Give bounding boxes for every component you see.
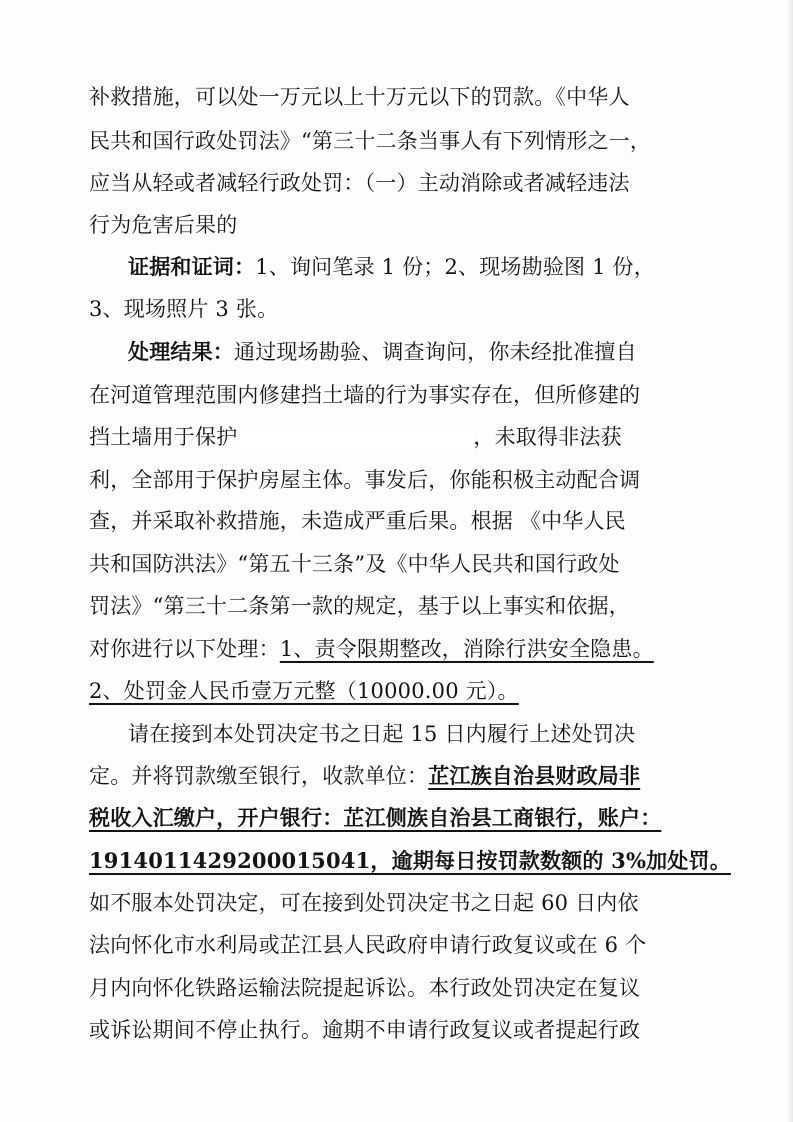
evidence-heading: 证据和证词： (128, 254, 256, 279)
text-segment: 挡土墙用于保护 (89, 425, 238, 449)
text-line: 月内向怀化铁路运输法院提起诉讼。本行政处罚决定在复议 (89, 976, 641, 1000)
text-line: 如不服本处罚决定，可在接到处罚决定书之日起 60 日内依 (89, 891, 639, 915)
text-line: 在河道管理范围内修建挡土墙的行为事实存在，但所修建的 (89, 383, 641, 407)
text-segment: 对你进行以下处理： (89, 637, 280, 661)
text-line: 法向怀化市水利局或芷江县人民政府申请行政复议或在 6 个 (89, 933, 647, 957)
text-line: 行为危害后果的 (89, 213, 238, 237)
evidence-line (128, 252, 655, 282)
text-line: 请在接到本处罚决定书之日起 15 日内履行上述处罚决 (128, 722, 636, 746)
bank-line: 税收入汇缴户，开户银行：芷江侧族自治县工商银行，账户： (89, 805, 662, 830)
account-line: 1914011429200015041，逾期每日按罚款数额的 3%加处罚。 (89, 848, 731, 873)
evidence-text: 1、询问笔录 1 份；2、现场勘验图 1 份， (255, 255, 655, 279)
treatment-line (89, 634, 654, 664)
text-line: 民共和国行政处罚法》“第三十二条当事人有下列情形之一， (89, 129, 652, 153)
payee-name: 芷江族自治县财政局非 (428, 763, 641, 788)
text-segment: ，未取得非法获 (473, 425, 622, 449)
text-line-redacted (89, 422, 622, 452)
text-line: 应当从轻或者减轻行政处罚：（一）主动消除或者减轻违法 (89, 171, 630, 195)
text-segment: 定。并将罚款缴至银行，收款单位： (89, 764, 429, 788)
payee-line (89, 761, 640, 791)
result-line (128, 337, 637, 367)
redaction-block (237, 428, 473, 450)
text-line: 或诉讼期间不停止执行。逾期不申请行政复议或者提起行政 (89, 1018, 641, 1042)
result-text: 通过现场勘验、调查询问，你未经批准擅自 (234, 340, 637, 364)
text-line: 查，并采取补救措施，未造成严重后果。根据 《中华人民 (89, 509, 626, 533)
text-line: 罚法》“第三十二条第一款的规定，基于以上事实和依据， (89, 594, 630, 618)
text-line: 共和国防洪法》“第五十三条”及《中华人民共和国行政处 (89, 552, 620, 576)
penalty-line: 2、处罚金人民币壹万元整（10000.00 元）。 (89, 679, 519, 703)
text-line: 3、现场照片 3 张。 (89, 297, 279, 321)
underlined-text: 1、责令限期整改，消除行洪安全隐患。 (279, 637, 654, 661)
page-edge-shadow (787, 0, 793, 1122)
text-line: 利，全部用于保护房屋主体。事发后，你能积极主动配合调 (89, 468, 641, 492)
result-heading: 处理结果： (128, 339, 234, 364)
text-line: 补救措施，可以处一万元以上十万元以下的罚款。《中华人 (89, 85, 630, 109)
